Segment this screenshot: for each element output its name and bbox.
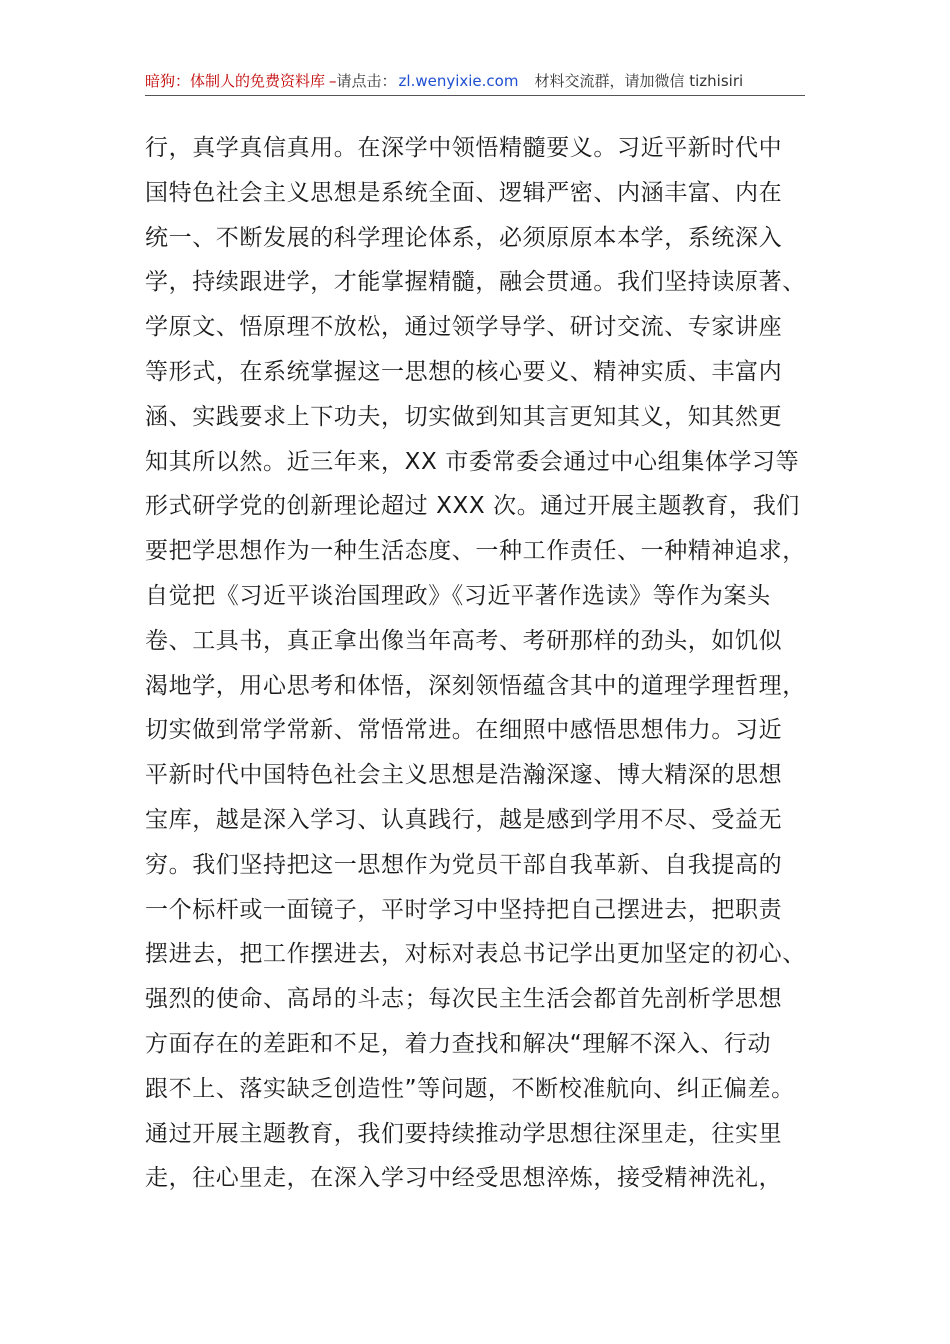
header-separator: – <box>329 72 337 90</box>
body-line: 强烈的使命、高昂的斗志；每次民主生活会都首先剖析学思想 <box>145 986 783 1013</box>
header-click-label: 请点击： <box>336 72 397 90</box>
body-line: 宝库，越是深入学习、认真践行，越是感到学用不尽、受益无 <box>145 806 783 833</box>
body-line: 统一、不断发展的科学理论体系，必须原原本本学，系统深入 <box>145 224 783 251</box>
document-body <box>145 126 815 1201</box>
header-divider <box>145 95 805 96</box>
header-link[interactable]: zl.wenyixie.com <box>398 72 519 90</box>
body-line: 穷。我们坚持把这一思想作为党员干部自我革新、自我提高的 <box>145 851 783 878</box>
body-line: 摆进去，把工作摆进去，对标对表总书记学出更加坚定的初心、 <box>145 941 806 968</box>
body-line: 平新时代中国特色社会主义思想是浩瀚深邃、博大精深的思想 <box>145 762 783 789</box>
body-line: 跟不上、落实缺乏创造性”等问题，不断校准航向、纠正偏差。 <box>145 1075 795 1102</box>
body-line: 学原文、悟原理不放松，通过领学导学、研讨交流、专家讲座 <box>145 314 783 341</box>
body-line: 学，持续跟进学，才能掌握精髓，融会贯通。我们坚持读原著、 <box>145 269 806 296</box>
body-line: 等形式，在系统掌握这一思想的核心要义、精神实质、丰富内 <box>145 358 783 385</box>
body-line: 涵、实践要求上下功夫，切实做到知其言更知其义，知其然更 <box>145 403 783 430</box>
header-group-text: 材料交流群，请加微信 tizhisiri <box>534 72 744 90</box>
body-line: 渴地学，用心思考和体悟，深刻领悟蕴含其中的道理学理哲理， <box>145 672 806 699</box>
body-line: 行，真学真信真用。在深学中领悟精髓要义。习近平新时代中 <box>145 135 783 161</box>
body-line: 卷、工具书，真正拿出像当年高考、考研那样的劲头，如饥似 <box>145 627 783 654</box>
body-line: 知其所以然。近三年来，XX 市委常委会通过中心组集体学习等 <box>145 448 800 475</box>
body-line: 方面存在的差距和不足，着力查找和解决“理解不深入、行动 <box>145 1030 772 1057</box>
header-brand: 暗狗：体制人的免费资料库 <box>145 72 326 90</box>
body-line: 走，往心里走，在深入学习中经受思想淬炼，接受精神洗礼， <box>145 1165 783 1192</box>
body-line: 要把学思想作为一种生活态度、一种工作责任、一种精神追求， <box>145 538 806 565</box>
body-line: 通过开展主题教育，我们要持续推动学思想往深里走，往实里 <box>145 1120 783 1147</box>
body-line: 切实做到常学常新、常悟常进。在细照中感悟思想伟力。习近 <box>145 717 783 744</box>
body-line: 国特色社会主义思想是系统全面、逻辑严密、内涵丰富、内在 <box>145 179 783 206</box>
body-line: 自觉把《习近平谈治国理政》《习近平著作选读》等作为案头 <box>145 582 771 609</box>
page-header <box>145 68 805 94</box>
body-line: 一个标杆或一面镜子，平时学习中坚持把自己摆进去，把职责 <box>145 896 783 923</box>
body-line: 形式研学党的创新理论超过 XXX 次。通过开展主题教育，我们 <box>145 493 800 520</box>
